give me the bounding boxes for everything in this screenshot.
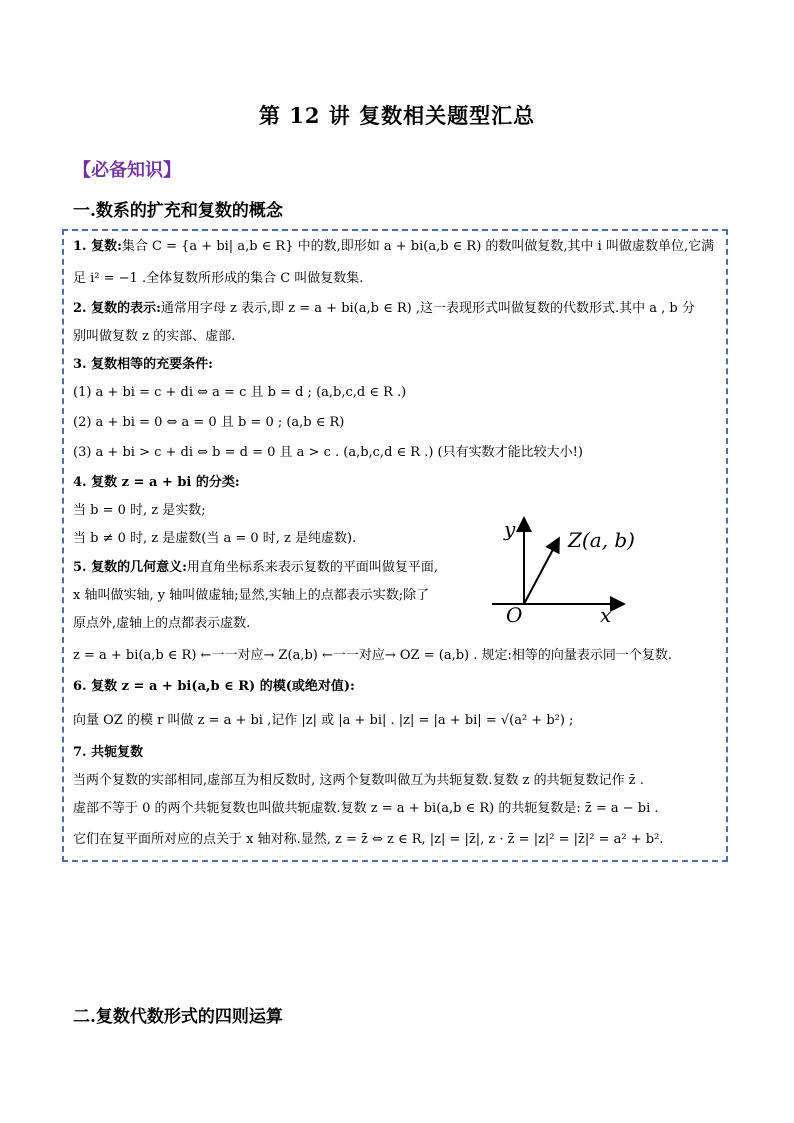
item-7-line-1: 当两个复数的实部相同,虚部互为相反数时, 这两个复数叫做互为共轭复数.复数 z 的共轭复数记作 z̄ .	[73, 773, 644, 788]
item-4-case-2: 当 b ≠ 0 时, z 是虚数(当 a = 0 时, z 是纯虚数).	[73, 531, 357, 546]
item-3-label: 3. 复数相等的充要条件:	[73, 357, 213, 372]
section-tag: 【必备知识】	[73, 160, 181, 181]
complex-plane-figure	[490, 512, 640, 624]
item-1-label: 1. 复数:	[73, 239, 122, 254]
item-5-line-d: z = a + bi(a,b ∈ R) ←一一对应→ Z(a,b) ←一一对应→ OZ = (a,b) . 规定:相等的向量表示同一个复数.	[73, 648, 673, 663]
item-3-case-1: (1) a + bi = c + di ⇔ a = c 且 b = d ; (a,b,c,d ∈ R .)	[73, 385, 407, 400]
vector-oz	[524, 540, 558, 604]
item-7-line-3: 它们在复平面所对应的点关于 x 轴对称.显然, z = z̄ ⇔ z ∈ R, |z| = |z̄|, z · z̄ = |z|² = |z̄|² = a² + b².	[73, 832, 664, 847]
item-1-line-a	[73, 238, 714, 256]
item-7-line-2: 虚部不等于 0 的两个共轭复数也叫做共轭虚数.复数 z = a + bi(a,b ∈ R) 的共轭复数是: z̄ = a − bi .	[73, 801, 659, 816]
item-5-text: 用直角坐标系来表示复数的平面叫做复平面,	[186, 560, 439, 575]
item-3-case-2: (2) a + bi = 0 ⇔ a = 0 且 b = 0 ; (a,b ∈ R)	[73, 415, 345, 430]
item-5-line-c: 原点外,虚轴上的点都表示虚数.	[73, 616, 251, 631]
item-6-label: 6. 复数 z = a + bi(a,b ∈ R) 的模(或绝对值):	[73, 679, 355, 694]
item-2-label: 2. 复数的表示:	[73, 301, 161, 316]
item-6-text: 向量 OZ 的模 r 叫做 z = a + bi ,记作 |z| 或 |a + bi| . |z| = |a + bi| = √(a² + b²) ;	[73, 713, 574, 728]
origin-label: O	[506, 603, 523, 624]
item-4-label: 4. 复数 z = a + bi 的分类:	[73, 475, 240, 490]
item-5-line-b: x 轴叫做实轴, y 轴叫做虚轴;显然,实轴上的点都表示实数;除了	[73, 588, 430, 603]
item-4-case-1: 当 b = 0 时, z 是实数;	[73, 503, 206, 518]
page-title: 第 12 讲 复数相关题型汇总	[258, 103, 536, 128]
item-3-case-3: (3) a + bi > c + di ⇔ b = d = 0 且 a > c . (a,b,c,d ∈ R .) (只有实数才能比较大小!)	[73, 445, 583, 460]
section-heading-2: 二.复数代数形式的四则运算	[73, 1007, 283, 1027]
item-2-line-a	[73, 300, 695, 318]
item-7-label: 7. 共轭复数	[73, 745, 144, 760]
section-heading-1: 一.数系的扩充和复数的概念	[73, 201, 283, 221]
point-label: Z(a, b)	[568, 528, 635, 552]
x-axis-label: x	[600, 603, 612, 624]
item-2-line-b: 别叫做复数 z 的实部、虚部.	[73, 329, 236, 344]
item-1-text: 集合 C = {a + bi| a,b ∈ R} 中的数,即形如 a + bi(a,b ∈ R) 的数叫做复数,其中 i 叫做虚数单位,它满	[121, 239, 715, 254]
item-1-line-b: 足 i² = −1 .全体复数所形成的集合 C 叫做复数集.	[73, 271, 364, 286]
item-2-text: 通常用字母 z 表示,即 z = a + bi(a,b ∈ R) ,这一表现形式叫做复数的代数形式.其中 a , b 分	[160, 301, 695, 316]
item-5-line-a	[73, 559, 438, 577]
item-5-label: 5. 复数的几何意义:	[73, 560, 187, 575]
y-axis-label: y	[504, 517, 516, 541]
